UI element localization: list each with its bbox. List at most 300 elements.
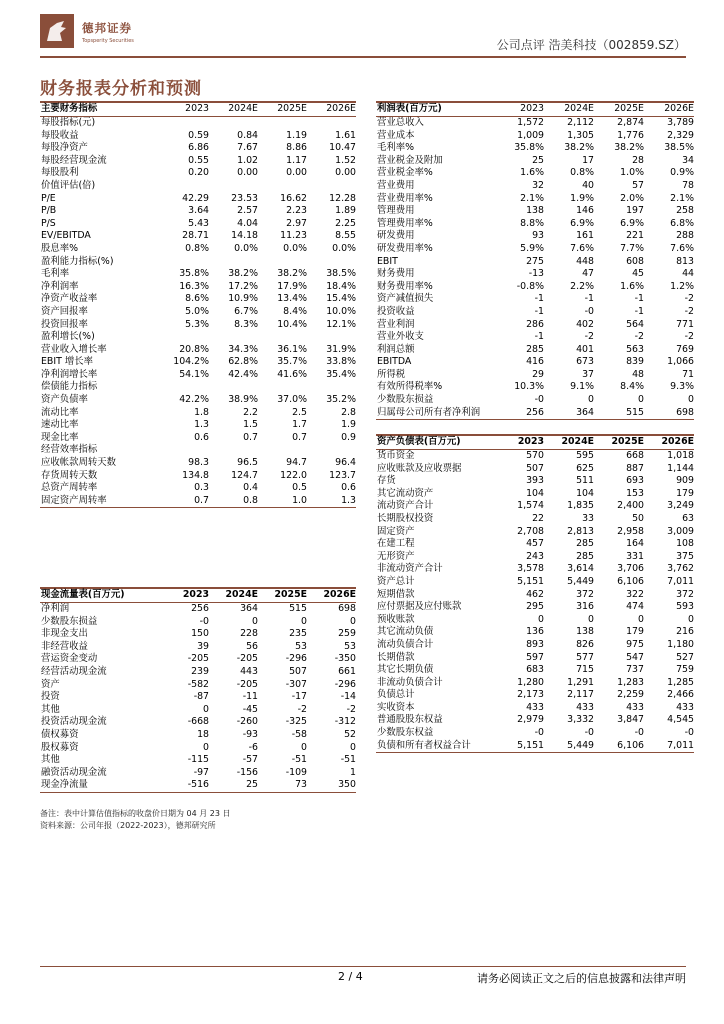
cell-value: 1.52 [335,154,356,166]
cell-value: 32 [532,179,544,191]
cell-value: 295 [526,601,544,613]
cell-value [307,381,356,394]
cell-value: 2.57 [237,205,258,217]
table-row [376,551,694,564]
cell-value: 136 [526,626,544,638]
cell-value: 1.19 [286,129,307,141]
cell-value: 35.4% [326,368,356,380]
cell-value: 0 [688,613,694,625]
cell-value: 146 [576,205,594,217]
row-label: 净利润 [41,603,70,614]
table-row [376,740,694,753]
row-label: 其它长期负债 [377,664,434,676]
row-label: 流动比率 [41,406,79,418]
cell-value: -307 [285,678,307,690]
table-row [376,155,694,168]
cell-value: 44 [682,268,694,280]
cell-value: 393 [526,475,544,487]
cell-value: 57 [632,179,644,191]
table-row [40,603,356,616]
row-label: 总资产周转率 [41,482,98,494]
cell-value: 401 [576,343,594,355]
column-header: 2025E [594,435,644,450]
cell-value: -2 [346,703,356,715]
cell-value: -14 [340,691,356,703]
cell-value: 38.9% [228,394,258,406]
cell-value: 52 [344,728,356,740]
cell-value: 887 [626,462,644,474]
cell-value: 35.7% [277,356,307,368]
row-label: 少数股东损益 [41,615,98,627]
table-header-row [40,588,356,603]
row-label: 管理费用率% [377,217,433,229]
cell-value: 2,112 [567,117,594,128]
row-label: 非经营收益 [41,640,88,652]
table-row [376,614,694,627]
cell-value: 0 [588,613,594,625]
cell-value: 563 [626,343,644,355]
row-label: 毛利率 [41,268,70,280]
table-row [40,419,356,432]
cell-value: 457 [526,538,544,550]
table-row [376,702,694,715]
table-row [40,256,356,269]
table-row [376,500,694,513]
cell-value: 16.62 [280,192,307,204]
cell-value: 769 [676,343,694,355]
cell-value: 216 [676,626,694,638]
row-label: 其它流动资产 [377,487,434,499]
table-row [376,407,694,420]
row-label: 管理费用 [377,205,415,217]
cell-value: -2 [297,703,307,715]
data-source-note: 资料来源：公司年报（2022-2023），德邦研究所 [40,821,216,830]
cell-value: 33.8% [326,356,356,368]
cell-value: 893 [526,638,544,650]
cell-value: 2.23 [286,205,307,217]
table-row [40,243,356,256]
row-label: 每股股利 [41,167,79,179]
cell-value: 511 [576,475,594,487]
table-row [376,344,694,357]
row-label: 债权募资 [41,728,79,740]
cell-value: 8.86 [286,142,307,154]
cell-value: 416 [526,356,544,368]
cell-value: 5,449 [567,575,594,587]
cell-value: 547 [626,651,644,663]
cell-value: -0 [584,727,594,739]
cell-value: 4,545 [667,714,694,726]
cell-value: 275 [526,255,544,267]
cell-value: 37 [582,368,594,380]
cell-value: 239 [191,665,209,677]
cell-value: -6 [248,741,258,753]
row-label: 净利润率 [41,280,79,292]
cell-value: 33 [582,512,594,524]
cell-value: 35.8% [179,268,209,280]
table-row [40,293,356,306]
cell-value: 0.6 [194,431,209,443]
table-row [376,243,694,256]
cell-value: 45 [632,268,644,280]
row-label: P/B [41,205,57,217]
cell-value: 322 [626,588,644,600]
table-row [376,664,694,677]
cell-value: 1,285 [667,676,694,688]
cell-value: 1.89 [335,205,356,217]
cell-value: 5.9% [520,242,544,254]
row-label: 营业外收支 [377,331,424,343]
header-divider [40,56,686,58]
cell-value: 0.9 [341,431,356,443]
row-label: 营业利润 [377,318,415,330]
cell-value: 0 [301,741,307,753]
cell-value: 737 [626,664,644,676]
row-label: 股权募资 [41,741,79,753]
cell-value: 2.25 [335,217,356,229]
table-row [376,513,694,526]
cell-value: 6.86 [188,142,209,154]
cell-value: 25 [532,154,544,166]
cell-value: 693 [626,475,644,487]
cell-value: 36.1% [277,343,307,355]
cell-value: -0 [684,727,694,739]
cell-value: 975 [626,638,644,650]
row-label: 营运资金变动 [41,653,98,665]
table-row [40,218,356,231]
row-label: 经营活动现金流 [41,665,107,677]
cell-value: 25 [209,779,258,792]
cell-value: -2 [684,331,694,343]
cell-value: 0 [203,741,209,753]
cell-value: 0.00 [335,167,356,179]
cell-value: -296 [334,678,356,690]
column-header: 2023 [164,588,209,603]
cell-value: 0 [252,615,258,627]
cell-value [307,180,356,193]
cell-value: 0.00 [237,167,258,179]
cell-value: 462 [526,588,544,600]
cell-value: 34.3% [228,343,258,355]
cell-value: 474 [626,601,644,613]
cell-value [209,444,258,457]
table-row [376,727,694,740]
cell-value: 1.8 [194,406,209,418]
cell-value: 29 [532,368,544,380]
table-row [376,601,694,614]
row-label: 负债和所有者权益合计 [376,740,498,753]
cell-value: 104 [526,487,544,499]
cell-value: 1.3 [307,495,356,508]
cell-value [209,256,258,269]
cell-value: 2,173 [517,689,544,701]
cell-value: 375 [676,550,694,562]
cell-value: 10.0% [326,305,356,317]
table-row [376,167,694,180]
cell-value: -1 [584,293,594,305]
cell-value [258,117,307,130]
cell-value: 35.2% [326,394,356,406]
cell-value: 839 [626,356,644,368]
cell-value: 14.18 [231,230,258,242]
cell-value: -296 [285,653,307,665]
cell-value: 0 [688,394,694,406]
table-title: 现金流量表(百万元) [40,588,164,603]
cell-value: 134.8 [182,469,209,481]
income-statement-table [376,101,694,420]
row-label: 现金净流量 [40,779,164,792]
cell-value: 1,280 [517,676,544,688]
cell-value [164,256,209,269]
notes [40,808,231,832]
table-row [40,407,356,420]
cell-value: 1.9 [341,419,356,431]
cell-value: 42.29 [182,192,209,204]
cell-value: 73 [258,779,307,792]
cell-value: 18.4% [326,280,356,292]
cell-value: 243 [526,550,544,562]
cell-value: 23.53 [231,192,258,204]
table-row [376,626,694,639]
cell-value: 3,789 [667,117,694,128]
cell-value: 6,106 [594,740,644,753]
cell-value: 0.7 [164,495,209,508]
cell-value: -2 [584,331,594,343]
row-label: 盈利增长(%) [41,331,95,343]
cell-value: -350 [334,653,356,665]
cell-value: 6.8% [670,217,694,229]
row-label: 营业费用率% [377,192,433,204]
table-row [40,117,356,130]
cell-value: 1,835 [567,500,594,512]
column-header: 2025E [258,588,307,603]
cell-value: 1,018 [667,450,694,461]
cell-value: 39 [197,640,209,652]
cell-value: 104.2% [173,356,209,368]
cell-value: 28.71 [182,230,209,242]
cell-value: -2 [684,305,694,317]
cell-value: 38.2% [277,268,307,280]
row-label: 营业总收入 [377,117,424,128]
column-header: 2023 [164,102,209,117]
cell-value: 448 [576,255,594,267]
cell-value: -205 [187,653,209,665]
cell-value: 1.6% [620,280,644,292]
row-label: 其他 [41,703,60,715]
table-row [376,450,694,463]
cell-value: 98.3 [188,457,209,469]
cell-value: 2,958 [617,525,644,537]
balance-sheet-table [376,434,694,753]
cell-value: 2,979 [517,714,544,726]
row-label: 流动负债合计 [377,638,434,650]
cell-value: 7.7% [620,242,644,254]
cell-value: 350 [307,779,356,792]
row-label: 存货 [377,475,396,487]
cell-value: 0 [538,613,544,625]
cell-value [258,444,307,457]
cell-value [258,381,307,394]
table-header-row [376,102,694,117]
row-label: 长期借款 [377,651,415,663]
table-row [40,142,356,155]
cell-value: 7,011 [644,740,694,753]
cell-value: 593 [676,601,694,613]
row-label: 速动比率 [41,419,79,431]
cell-value: -312 [334,716,356,728]
row-label: 资产总计 [377,575,415,587]
cell-value [164,444,209,457]
cell-value: 0.6 [341,482,356,494]
row-label: 每股收益 [41,129,79,141]
cell-value: 1.17 [286,154,307,166]
cell-value: 1.6% [520,167,544,179]
cell-value: 0.0% [234,242,258,254]
cell-value: 150 [191,628,209,640]
cell-value: -325 [285,716,307,728]
cell-value: 0 [588,394,594,406]
table-row [376,463,694,476]
table-row [376,293,694,306]
cell-value: 5,151 [517,575,544,587]
row-label: EBIT [377,255,398,267]
cell-value: 2,329 [667,129,694,141]
table-row [40,628,356,641]
cell-value: 22 [532,512,544,524]
cell-value: 597 [526,651,544,663]
cell-value [209,117,258,130]
table-row [40,369,356,382]
cell-value: -205 [236,653,258,665]
cell-value: 1,180 [667,638,694,650]
logo-english-name: Topsperity Securities [82,38,134,44]
cell-value: 259 [338,628,356,640]
row-label: 资产减值损失 [377,293,434,305]
row-label: EBIT 增长率 [41,356,93,368]
cell-value: 8.3% [234,318,258,330]
cell-value: 78 [682,179,694,191]
cell-value: 564 [626,318,644,330]
cell-value: 6,106 [617,575,644,587]
cell-value: 8.4% [283,305,307,317]
cell-value: 2.0% [620,192,644,204]
cell-value: 1,009 [517,129,544,141]
cell-value: 9.1% [570,381,594,393]
row-label: 无形资产 [377,550,415,562]
table-row [40,130,356,143]
cell-value: 28 [632,154,644,166]
table-row [376,714,694,727]
cell-value: 0.8% [185,242,209,254]
cell-value: 286 [526,318,544,330]
cell-value: -0 [534,394,544,406]
table-row [376,563,694,576]
cell-value: 37.0% [277,394,307,406]
cell-value: 5,449 [544,740,594,753]
cell-value: 10.3% [514,381,544,393]
cell-value: 10.9% [228,293,258,305]
table-row [40,306,356,319]
cell-value: 285 [576,538,594,550]
cell-value: 3.64 [188,205,209,217]
table-row [40,381,356,394]
row-label: 股息率% [41,242,79,254]
table-row [40,230,356,243]
table-row [40,155,356,168]
table-title: 资产负债表(百万元) [376,435,498,450]
cell-value [307,331,356,344]
cell-value: 96.4 [335,457,356,469]
column-header: 2026E [307,588,356,603]
cell-value: -17 [291,691,307,703]
cell-value: -109 [285,766,307,778]
cell-value: -13 [528,268,544,280]
row-label: 短期借款 [377,588,415,600]
table-title: 主要财务指标 [40,102,164,117]
cell-value: 108 [676,538,694,550]
table-row [40,779,356,792]
row-label: 每股经营现金流 [41,154,107,166]
cell-value: 2,708 [517,525,544,537]
table-header-row [376,435,694,450]
table-row [376,488,694,501]
cell-value: 0.3 [194,482,209,494]
cell-value [209,180,258,193]
cell-value: 316 [576,601,594,613]
cell-value: 0 [301,615,307,627]
cell-value: 0.9% [670,167,694,179]
cell-value: 8.4% [620,381,644,393]
row-label: 价值评估(倍) [41,179,96,191]
cell-value: 402 [576,318,594,330]
cell-value: 683 [526,664,544,676]
cell-value: -51 [340,754,356,766]
cell-value: 577 [576,651,594,663]
cell-value: 1,291 [567,676,594,688]
cell-value: 1.2% [670,280,694,292]
cell-value: 285 [526,343,544,355]
cell-value: 909 [676,475,694,487]
table-row [376,130,694,143]
table-row [376,180,694,193]
cell-value: -156 [236,766,258,778]
cell-value: 7.6% [570,242,594,254]
cell-value: 813 [676,255,694,267]
row-label: 资产负债率 [41,394,88,406]
cell-value: 35.8% [514,142,544,154]
cell-value: 759 [676,664,694,676]
cell-value: -1 [634,293,644,305]
cell-value: 1.61 [335,129,356,141]
row-label: 营业税金及附加 [377,154,443,166]
row-label: 毛利率% [377,142,415,154]
row-label: 营业费用 [377,179,415,191]
table-row [40,754,356,767]
cell-value: 2.2 [243,406,258,418]
row-label: 每股指标(元) [41,117,96,128]
cell-value: 364 [544,407,594,420]
valuation-note: 备注：表中计算估值指标的收盘价日期为 04 月 23 日 [40,809,231,818]
cell-value: 698 [644,407,694,420]
table-row [376,306,694,319]
cell-value: 2,874 [617,117,644,128]
cell-value: 1,776 [617,129,644,141]
table-row [40,679,356,692]
row-label: 普通股股东权益 [377,714,443,726]
table-row [40,319,356,332]
cell-value: 53 [344,640,356,652]
cell-value: -45 [242,703,258,715]
